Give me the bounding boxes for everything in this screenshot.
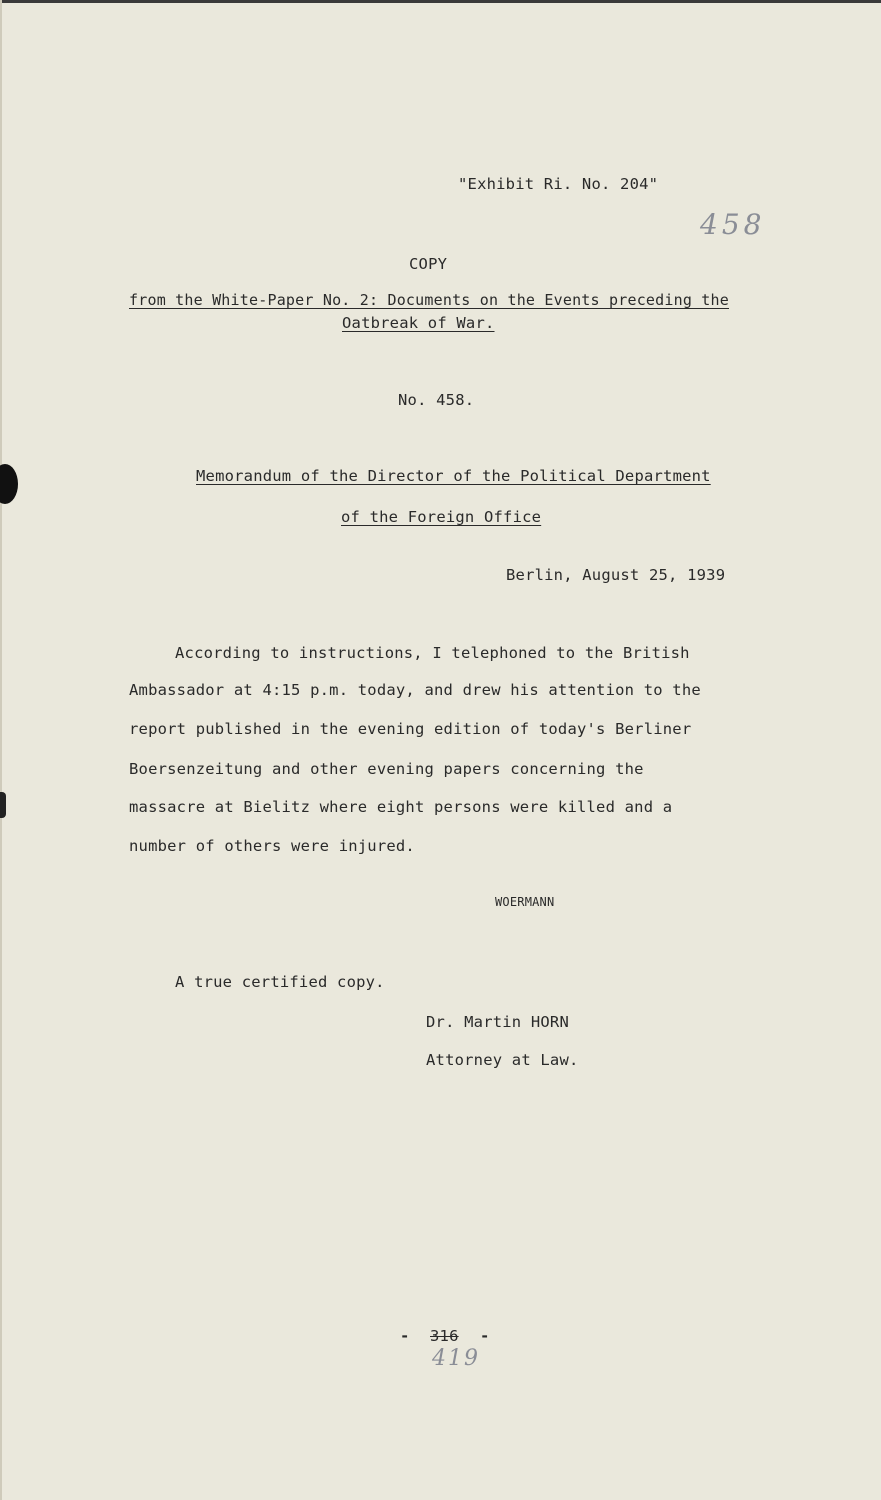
edge-mark — [0, 792, 6, 818]
certifier-name: Dr. Martin HORN — [426, 1013, 569, 1031]
punch-hole — [0, 464, 18, 504]
handwritten-page-number: 458 — [700, 208, 766, 241]
typed-page-number: 316 — [430, 1327, 459, 1345]
signature-name: WOERMANN — [495, 895, 555, 909]
body-line: report published in the evening edition of today's Berliner — [129, 720, 692, 738]
body-line: massacre at Bielitz where eight persons were killed and a — [129, 798, 673, 816]
document-number: No. 458. — [398, 391, 475, 409]
memo-title-line-2: of the Foreign Office — [341, 508, 542, 526]
source-line-1: from the White-Paper No. 2: Documents on the Events preceding the — [129, 291, 729, 309]
body-line: Ambassador at 4:15 p.m. today, and drew his attention to the — [129, 681, 701, 699]
certification-text: A true certified copy. — [175, 973, 385, 991]
handwritten-page-number-bottom: 419 — [432, 1346, 480, 1371]
page-dash-right: - — [480, 1327, 490, 1345]
certifier-title: Attorney at Law. — [426, 1051, 579, 1069]
memo-title-line-1: Memorandum of the Director of the Political Department — [196, 467, 711, 485]
body-line: Boersenzeitung and other evening papers concerning the — [129, 760, 644, 778]
body-line: According to instructions, I telephoned to the British — [175, 644, 690, 662]
page-top-edge — [0, 0, 881, 3]
page-dash-left: - — [400, 1327, 410, 1345]
place-date: Berlin, August 25, 1939 — [506, 566, 726, 584]
copy-heading: COPY — [409, 255, 448, 273]
source-line-2: Oatbreak of War. — [342, 314, 495, 332]
body-line: number of others were injured. — [129, 837, 415, 855]
exhibit-label: "Exhibit Ri. No. 204" — [458, 175, 659, 193]
page-left-edge — [0, 0, 2, 1500]
